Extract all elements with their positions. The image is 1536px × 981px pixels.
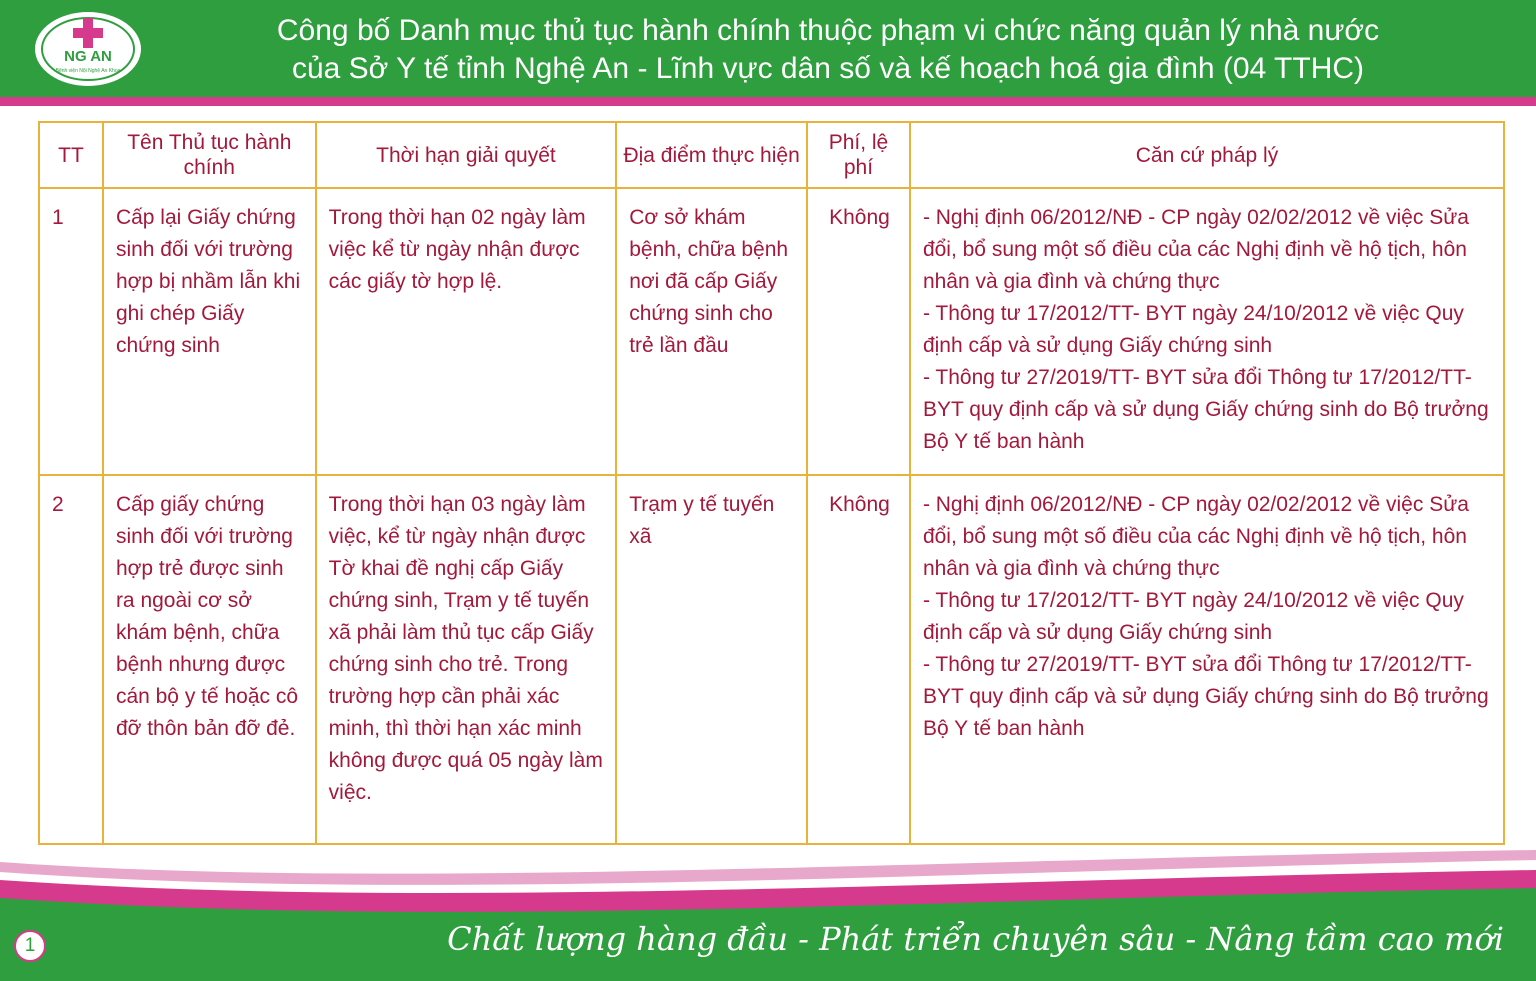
- procedures-table-container: [38, 121, 1505, 845]
- header-stripe: [0, 97, 1536, 106]
- row-legal-basis: [910, 188, 1504, 475]
- row-location: Trạm y tế tuyến xã: [616, 475, 807, 844]
- procedures-table: [38, 121, 1505, 845]
- header-procedure-name: Tên Thủ tục hành chính: [103, 122, 316, 188]
- legal-item: - Thông tư 27/2019/TT- BYT sửa đổi Thông tư 17/2012/TT-BYT quy định cấp và sử dụng Giấy chứng sinh do Bộ trưởng Bộ Y tế ban hành: [922, 653, 1489, 740]
- svg-text:Bệnh viện Nội Nghệ An Khoa: Bệnh viện Nội Nghệ An Khoa: [55, 68, 121, 74]
- row-legal-basis: [910, 475, 1504, 844]
- row-procedure-name: Cấp giấy chứng sinh đối với trường hợp trẻ được sinh ra ngoài cơ sở khám bệnh, chữa bệnh nhưng được cán bộ y tế hoặc cô đỡ thôn bản đỡ đẻ.: [103, 475, 316, 844]
- legal-item: - Thông tư 27/2019/TT- BYT sửa đổi Thông tư 17/2012/TT-BYT quy định cấp và sử dụng Giấy chứng sinh do Bộ trưởng Bộ Y tế ban hành: [922, 366, 1489, 453]
- page-title: [160, 12, 1496, 88]
- header-fee: Phí, lệ phí: [807, 122, 910, 188]
- table-row: [39, 188, 1504, 475]
- header-deadline: Thời hạn giải quyết: [316, 122, 617, 188]
- row-tt: 2: [39, 475, 103, 844]
- legal-item: - Nghị định 06/2012/NĐ - CP ngày 02/02/2012 về việc Sửa đổi, bổ sung một số điều của các Nghị định về hộ tịch, hôn nhân và gia đình và chứng thực: [922, 493, 1469, 580]
- row-deadline: Trong thời hạn 03 ngày làm việc, kể từ ngày nhận được Tờ khai đề nghị cấp Giấy chứng sinh, Trạm y tế tuyến xã phải làm thủ tục cấp Giấy chứng sinh cho trẻ. Trong trường hợp cần phải xác minh, thì thời hạn xác minh không được quá 05 ngày làm việc.: [316, 475, 617, 844]
- row-deadline: Trong thời hạn 02 ngày làm việc kể từ ngày nhận được các giấy tờ hợp lệ.: [316, 188, 617, 475]
- footer-wave-band: [0, 850, 1536, 981]
- svg-text:NG AN: NG AN: [64, 48, 112, 65]
- header-location: Địa điểm thực hiện: [616, 122, 807, 188]
- row-procedure-name: Cấp lại Giấy chứng sinh đối với trường hợp bị nhầm lẫn khi ghi chép Giấy chứng sinh: [103, 188, 316, 475]
- header-legal-basis: Căn cứ pháp lý: [910, 122, 1504, 188]
- footer-slogan: Chất lượng hàng đầu - Phát triển chuyên sâu - Nâng tầm cao mới: [447, 920, 1504, 958]
- title-line-1: Công bố Danh mục thủ tục hành chính thuộc phạm vi chức năng quản lý nhà nước: [276, 14, 1380, 47]
- legal-item: - Thông tư 17/2012/TT- BYT ngày 24/10/2012 về việc Quy định cấp và sử dụng Giấy chứng sinh: [922, 589, 1464, 644]
- header-tt: TT: [39, 122, 103, 188]
- table-row: [39, 475, 1504, 844]
- legal-item: - Nghị định 06/2012/NĐ - CP ngày 02/02/2012 về việc Sửa đổi, bổ sung một số điều của các Nghị định về hộ tịch, hôn nhân và gia đình và chứng thực: [922, 206, 1469, 293]
- row-fee: Không: [807, 475, 910, 844]
- legal-item: - Thông tư 17/2012/TT- BYT ngày 24/10/2012 về việc Quy định cấp và sử dụng Giấy chứng sinh: [922, 302, 1464, 357]
- title-line-2: của Sở Y tế tỉnh Nghệ An - Lĩnh vực dân số và kế hoạch hoá gia đình (04 TTHC): [291, 52, 1365, 85]
- row-fee: Không: [807, 188, 910, 475]
- row-tt: 1: [39, 188, 103, 475]
- row-location: Cơ sở khám bệnh, chữa bệnh nơi đã cấp Giấy chứng sinh cho trẻ lần đầu: [616, 188, 807, 475]
- hospital-logo: [33, 10, 143, 88]
- page-number-badge: 1: [14, 930, 46, 962]
- table-header-row: [39, 122, 1504, 188]
